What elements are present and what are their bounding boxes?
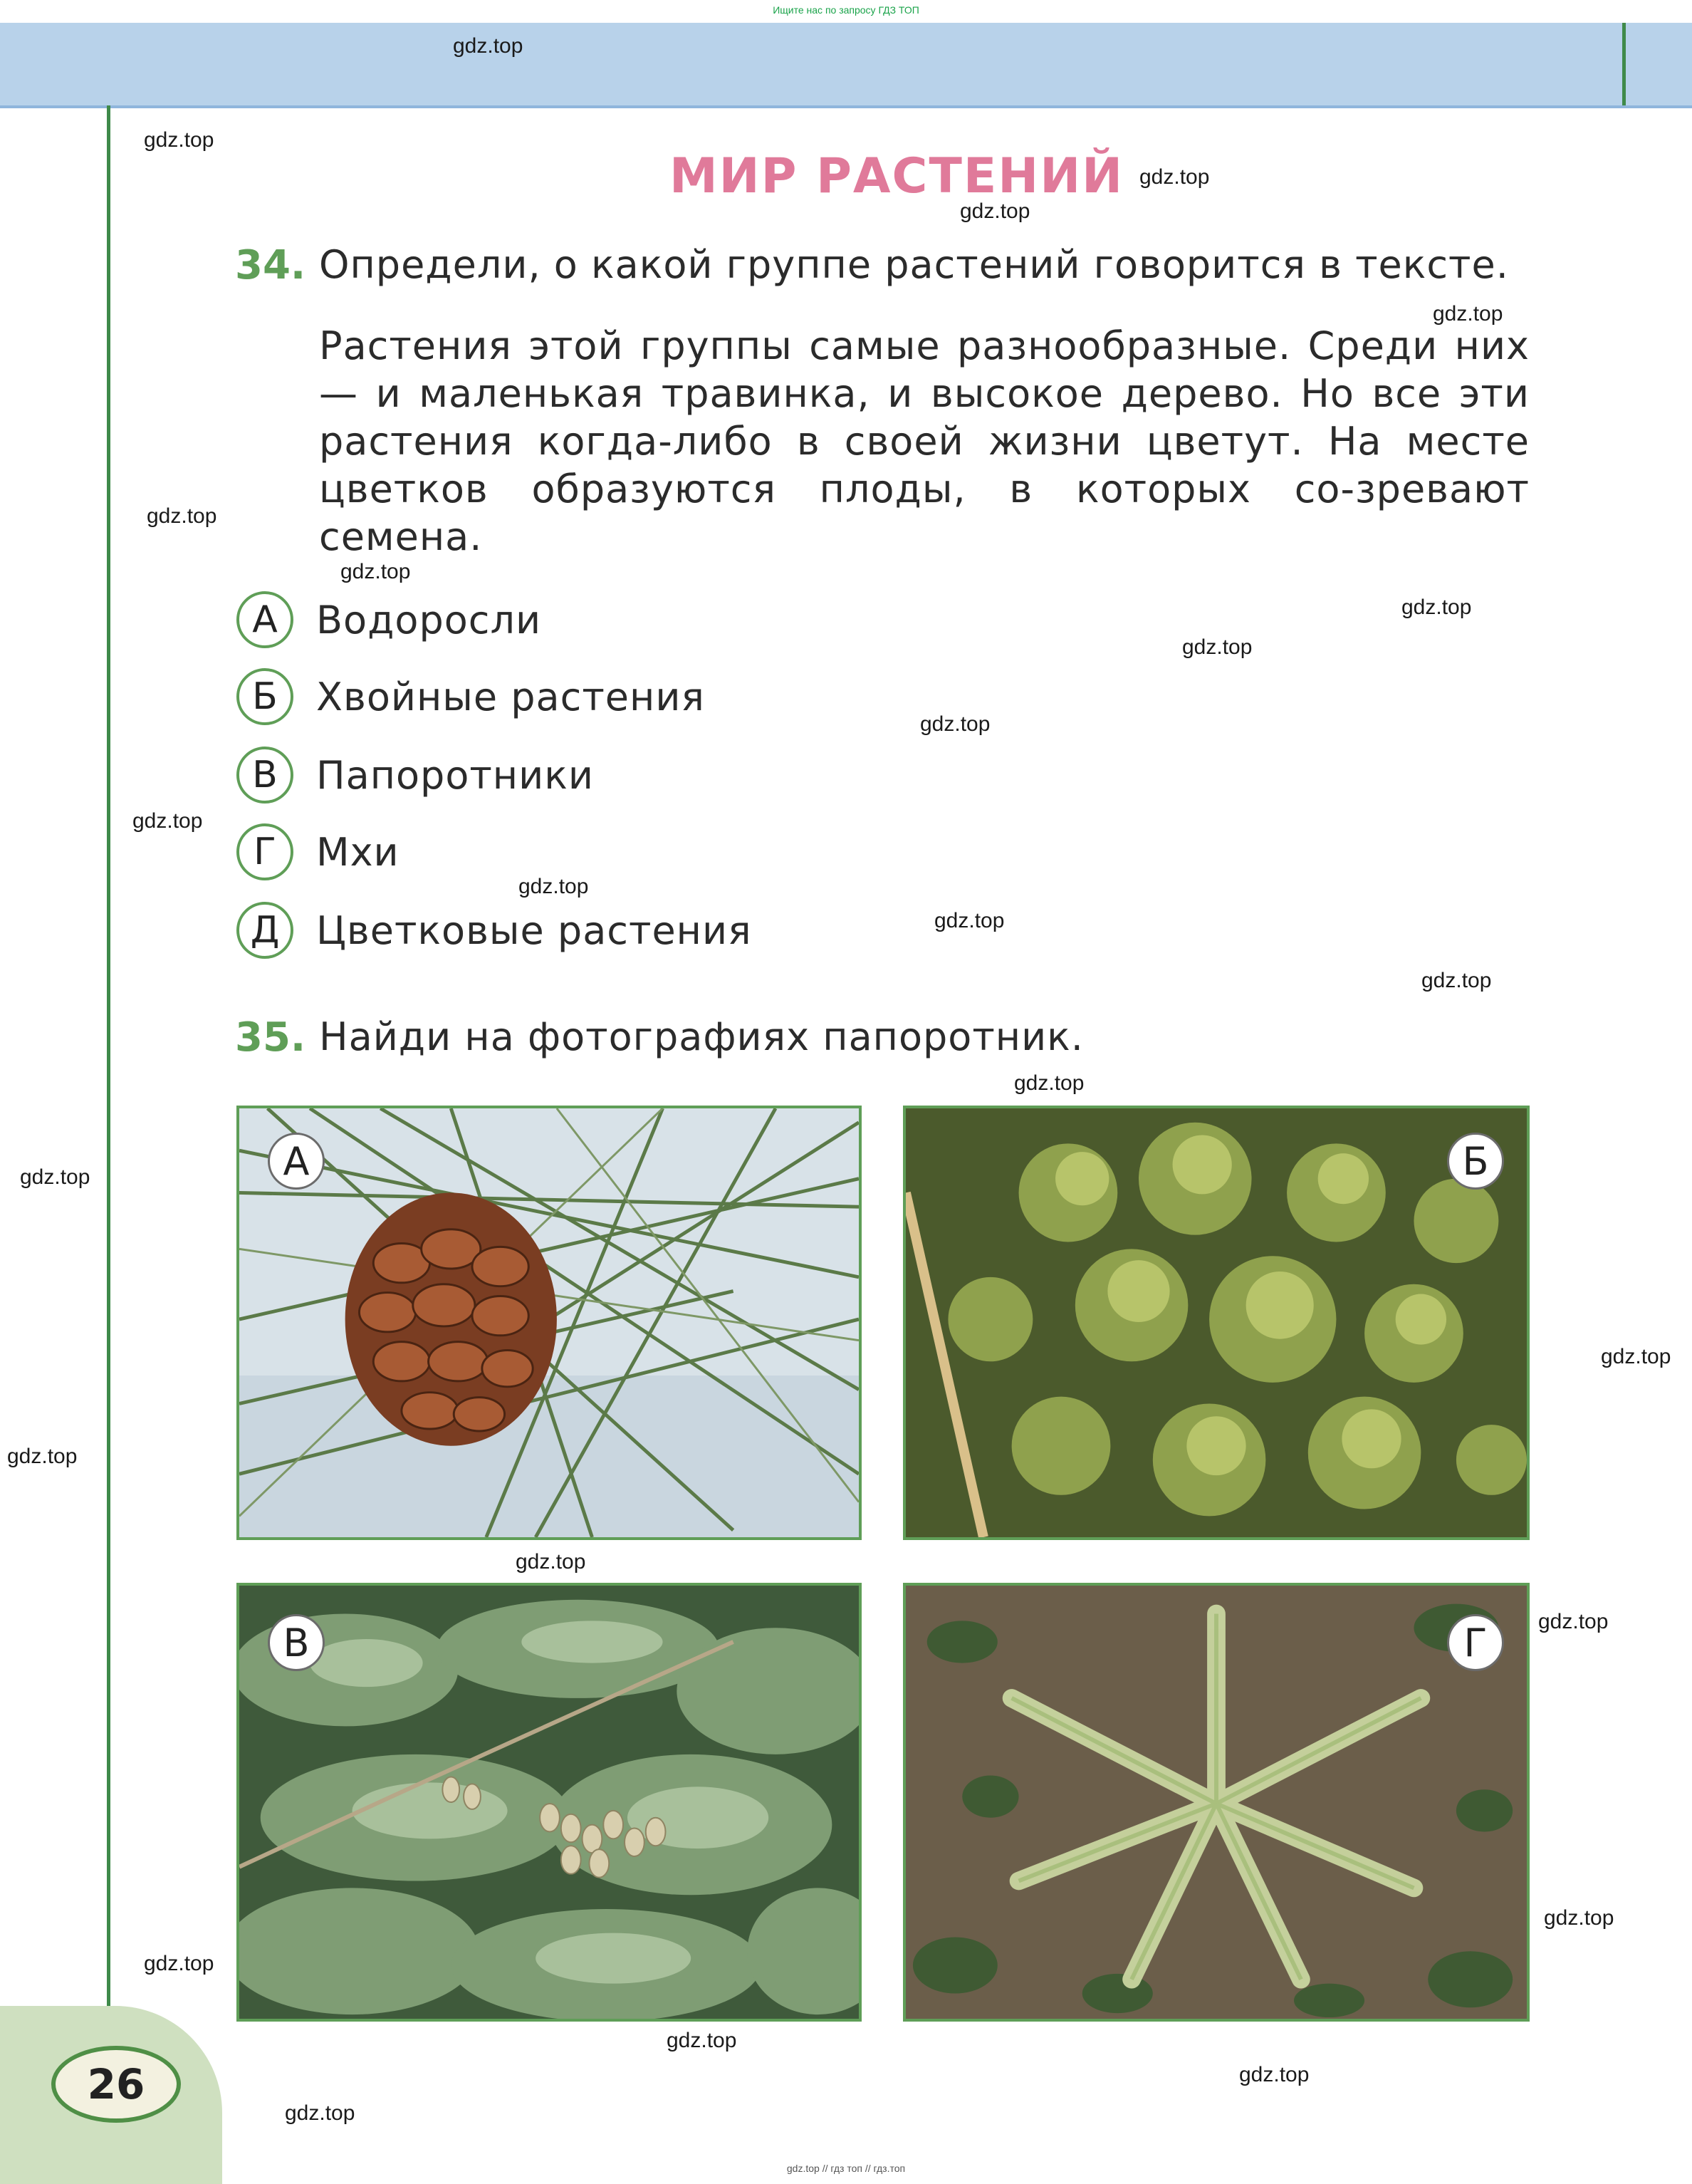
watermark: gdz.top bbox=[934, 909, 1005, 932]
watermark: gdz.top bbox=[147, 504, 217, 528]
photo-a-pine-cone[interactable] bbox=[236, 1106, 862, 1540]
photo-v-thuja[interactable] bbox=[236, 1583, 862, 2022]
watermark: gdz.top bbox=[1182, 635, 1253, 659]
task-34-paragraph: Растения этой группы самые разнообразные. Среди них — и маленькая травинка, и высокое дерево. Но все эти растения когда-либо в своей жизни цветут. На месте цветков образуются плоды, в которых со-зревают семена. bbox=[319, 323, 1530, 559]
photo-letter: Б bbox=[1447, 1133, 1504, 1190]
option-d[interactable] bbox=[236, 900, 752, 960]
thuja-image bbox=[239, 1586, 859, 2019]
watermark: gdz.top bbox=[518, 875, 589, 898]
option-label: Хвойные растения bbox=[316, 674, 705, 719]
watermark: gdz.top bbox=[1433, 302, 1503, 326]
option-letter: Б bbox=[236, 668, 293, 725]
right-rule bbox=[1622, 23, 1626, 105]
option-b[interactable] bbox=[236, 667, 705, 727]
option-letter: Г bbox=[236, 823, 293, 880]
option-letter: В bbox=[236, 747, 293, 804]
watermark: gdz.top bbox=[960, 199, 1030, 223]
watermark: gdz.top bbox=[1421, 969, 1492, 992]
watermark: gdz.top bbox=[1544, 1906, 1614, 1930]
watermark: gdz.top bbox=[340, 560, 411, 583]
moss-image bbox=[906, 1108, 1527, 1537]
watermark: gdz.top bbox=[144, 128, 214, 152]
photo-letter: А bbox=[268, 1133, 325, 1190]
watermark: gdz.top bbox=[1601, 1345, 1671, 1368]
task-35-question: Найди на фотографиях папоротник. bbox=[319, 1014, 1084, 1059]
watermark: gdz.top bbox=[1239, 2063, 1310, 2086]
option-label: Мхи bbox=[316, 829, 400, 875]
watermark: gdz.top bbox=[7, 1445, 78, 1468]
photo-b-moss[interactable] bbox=[903, 1106, 1530, 1540]
photo-letter: В bbox=[268, 1614, 325, 1671]
task-34-number: 34. bbox=[235, 242, 306, 288]
watermark: gdz.top bbox=[667, 2029, 737, 2052]
option-letter: Д bbox=[236, 902, 293, 959]
option-g[interactable] bbox=[236, 822, 400, 882]
header-band bbox=[0, 23, 1692, 108]
watermark: gdz.top bbox=[144, 1952, 214, 1975]
watermark: gdz.top bbox=[516, 1550, 586, 1574]
watermark: gdz.top bbox=[20, 1165, 90, 1189]
option-letter: А bbox=[236, 591, 293, 648]
option-v[interactable] bbox=[236, 745, 594, 805]
watermark: gdz.top bbox=[1401, 596, 1472, 619]
option-label: Водоросли bbox=[316, 597, 542, 643]
bottom-note: gdz.top // гдз топ // гдз.топ bbox=[786, 2163, 906, 2174]
photo-letter: Г bbox=[1447, 1614, 1504, 1671]
watermark: gdz.top bbox=[1538, 1610, 1609, 1633]
option-a[interactable] bbox=[236, 590, 541, 650]
watermark: gdz.top bbox=[132, 809, 203, 833]
task-34-question: Определи, о какой группе растений говорится в тексте. bbox=[319, 242, 1509, 287]
task-35-number: 35. bbox=[235, 1014, 306, 1061]
watermark: gdz.top bbox=[920, 712, 991, 736]
margin-rule bbox=[107, 105, 110, 2014]
watermark: gdz.top bbox=[453, 34, 523, 58]
option-label: Папоротники bbox=[316, 752, 594, 798]
photo-g-fern[interactable] bbox=[903, 1583, 1530, 2022]
watermark: gdz.top bbox=[1139, 165, 1210, 189]
page-title: МИР РАСТЕНИЙ bbox=[669, 148, 1124, 204]
pine-cone-image bbox=[239, 1108, 859, 1537]
top-note: Ищите нас по запросу ГДЗ ТОП bbox=[773, 4, 919, 16]
page-number: 26 bbox=[51, 2046, 181, 2123]
watermark: gdz.top bbox=[285, 2101, 355, 2125]
watermark: gdz.top bbox=[1014, 1071, 1085, 1095]
fern-image bbox=[906, 1586, 1527, 2019]
option-label: Цветковые растения bbox=[316, 908, 752, 953]
